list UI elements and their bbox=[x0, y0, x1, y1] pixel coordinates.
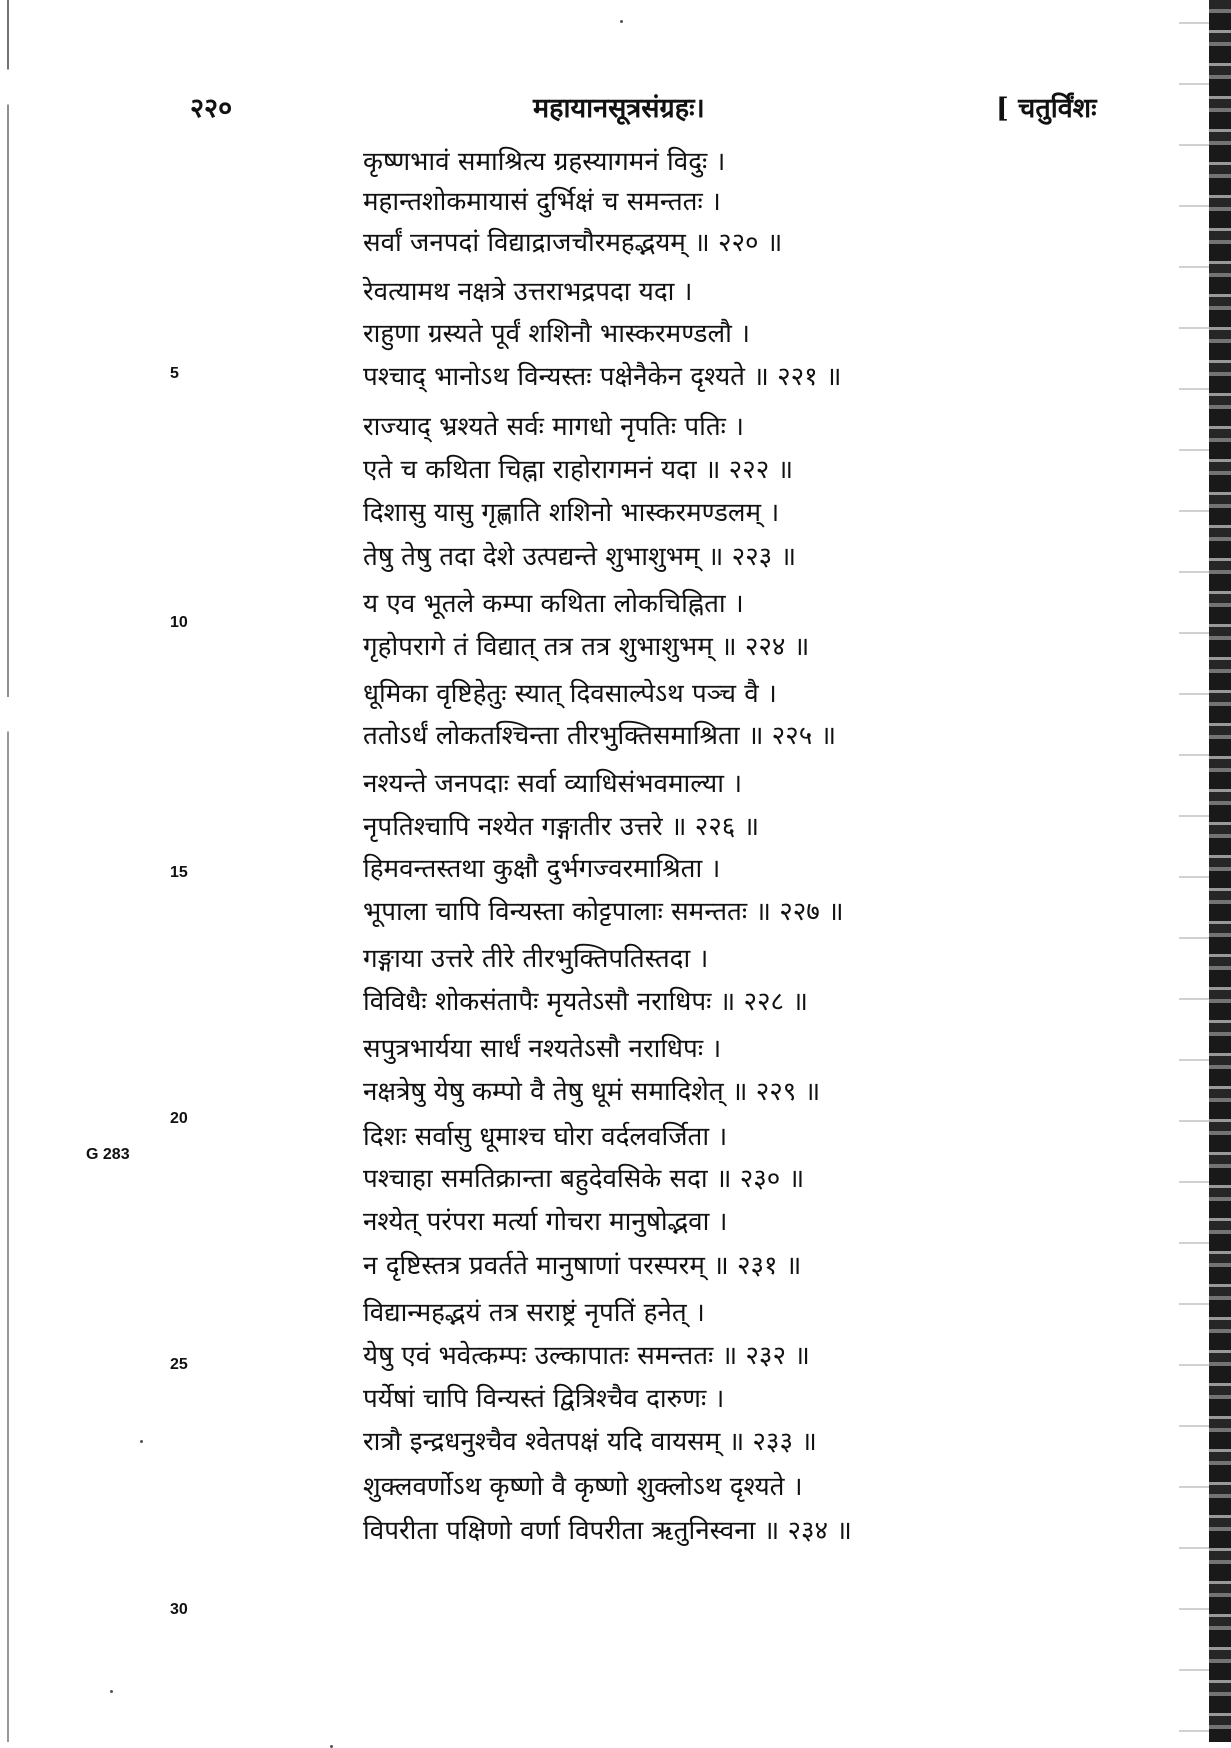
verse-line: विद्यान्महद्भयं तत्र सराष्ट्रं नृपतिं हनेत् । bbox=[363, 1298, 705, 1328]
verse-line: नश्येत् परंपरा मर्त्या गोचरा मानुषोद्भवा । bbox=[363, 1207, 728, 1237]
verse-line: नक्षत्रेषु येषु कम्पो वै तेषु धूमं समादिशेत् ॥ २२९ ॥ bbox=[363, 1077, 821, 1107]
verse-line: रेवत्यामथ नक्षत्रे उत्तराभद्रपदा यदा । bbox=[363, 277, 693, 307]
verse-line: शुक्लवर्णोऽथ कृष्णो वै कृष्णो शुक्लोऽथ दृश्यते । bbox=[363, 1472, 803, 1502]
page-number: २२० bbox=[190, 93, 233, 124]
verse-line: एते च कथिता चिह्ना राहोरागमनं यदा ॥ २२२ ॥ bbox=[363, 455, 794, 485]
verse-line: गङ्गाया उत्तरे तीरे तीरभुक्तिपतिस्तदा । bbox=[363, 944, 709, 974]
scan-speck bbox=[620, 20, 623, 23]
verse-line: गृहोपरागे तं विद्यात् तत्र तत्र शुभाशुभम् ॥ २२४ ॥ bbox=[363, 632, 810, 662]
verse-line: विपरीता पक्षिणो वर्णा विपरीता ऋतुनिस्वना ॥ २३४ ॥ bbox=[363, 1516, 852, 1546]
line-number: 10 bbox=[170, 614, 188, 631]
verse-line: नृपतिश्चापि नश्येत गङ्गातीर उत्तरे ॥ २२६ ॥ bbox=[363, 812, 760, 842]
verse-line: रात्रौ इन्द्रधनुश्चैव श्वेतपक्षं यदि वायसम् ॥ २३३ ॥ bbox=[363, 1427, 817, 1457]
verse-line: राहुणा ग्रस्यते पूर्वं शशिनौ भास्करमण्डलौ । bbox=[363, 319, 750, 349]
scan-speck bbox=[110, 1690, 113, 1693]
verse-line: न दृष्टिस्तत्र प्रवर्तते मानुषाणां परस्परम् ॥ २३१ ॥ bbox=[363, 1251, 802, 1281]
verse-line: येषु एवं भवेत्कम्पः उल्कापातः समन्ततः ॥ २३२ ॥ bbox=[363, 1341, 810, 1371]
scan-speck bbox=[140, 1440, 143, 1443]
verse-line: कृष्णभावं समाश्रित्य ग्रहस्यागमनं विदुः । bbox=[363, 147, 726, 177]
running-title: महायानसूत्रसंग्रहः। bbox=[533, 93, 705, 124]
verse-line: राज्याद् भ्रश्यते सर्वः मागधो नृपतिः पतिः । bbox=[363, 412, 745, 442]
verse-line: य एव भूतले कम्पा कथिता लोकचिह्निता । bbox=[363, 589, 744, 619]
verse-line: तेषु तेषु तदा देशे उत्पद्यन्ते शुभाशुभम् ॥ २२३ ॥ bbox=[363, 542, 797, 572]
verse-line: दिशः सर्वासु धूमाश्च घोरा वर्दलवर्जिता । bbox=[363, 1122, 728, 1152]
line-number: 25 bbox=[170, 1356, 188, 1373]
section-title: [ चतुर्विंशः bbox=[996, 93, 1097, 124]
margin-reference: G 283 bbox=[86, 1146, 130, 1163]
line-number: 20 bbox=[170, 1110, 188, 1127]
verse-line: सर्वां जनपदां विद्याद्राजचौरमहद्भयम् ॥ २२० ॥ bbox=[363, 228, 783, 258]
line-number: 30 bbox=[170, 1601, 188, 1618]
verse-line: भूपाला चापि विन्यस्ता कोट्टपालाः समन्ततः ॥ २२७ ॥ bbox=[363, 897, 844, 927]
verse-line: सपुत्रभार्यया सार्धं नश्यतेऽसौ नराधिपः । bbox=[363, 1034, 722, 1064]
verse-line: दिशासु यासु गृह्णाति शशिनो भास्करमण्डलम् । bbox=[363, 498, 780, 528]
verse-line: पश्चाहा समतिक्रान्ता बहुदेवसिके सदा ॥ २३० ॥ bbox=[363, 1164, 805, 1194]
verse-line: हिमवन्तस्तथा कुक्षौ दुर्भगज्वरमाश्रिता । bbox=[363, 854, 721, 884]
verse-line: पर्येषां चापि विन्यस्तं द्वित्रिश्चैव दारुणः । bbox=[363, 1384, 725, 1414]
verse-line: नश्यन्ते जनपदाः सर्वा व्याधिसंभवमाल्या । bbox=[363, 769, 743, 799]
line-number: 5 bbox=[170, 365, 179, 382]
verse-line: ततोऽर्धं लोकतश्चिन्ता तीरभुक्तिसमाश्रिता ॥ २२५ ॥ bbox=[363, 721, 837, 751]
verse-line: धूमिका वृष्टिहेतुः स्यात् दिवसाल्पेऽथ पञ्च वै । bbox=[363, 679, 777, 709]
verse-line: पश्चाद् भानोऽथ विन्यस्तः पक्षेनैकेन दृश्यते ॥ २२१ ॥ bbox=[363, 362, 842, 392]
verse-line: विविधैः शोकसंतापैः मृयतेऽसौ नराधिपः ॥ २२८ ॥ bbox=[363, 987, 808, 1017]
verse-line: महान्तशोकमायासं दुर्भिक्षं च समन्ततः । bbox=[363, 187, 721, 217]
line-number: 15 bbox=[170, 864, 188, 881]
